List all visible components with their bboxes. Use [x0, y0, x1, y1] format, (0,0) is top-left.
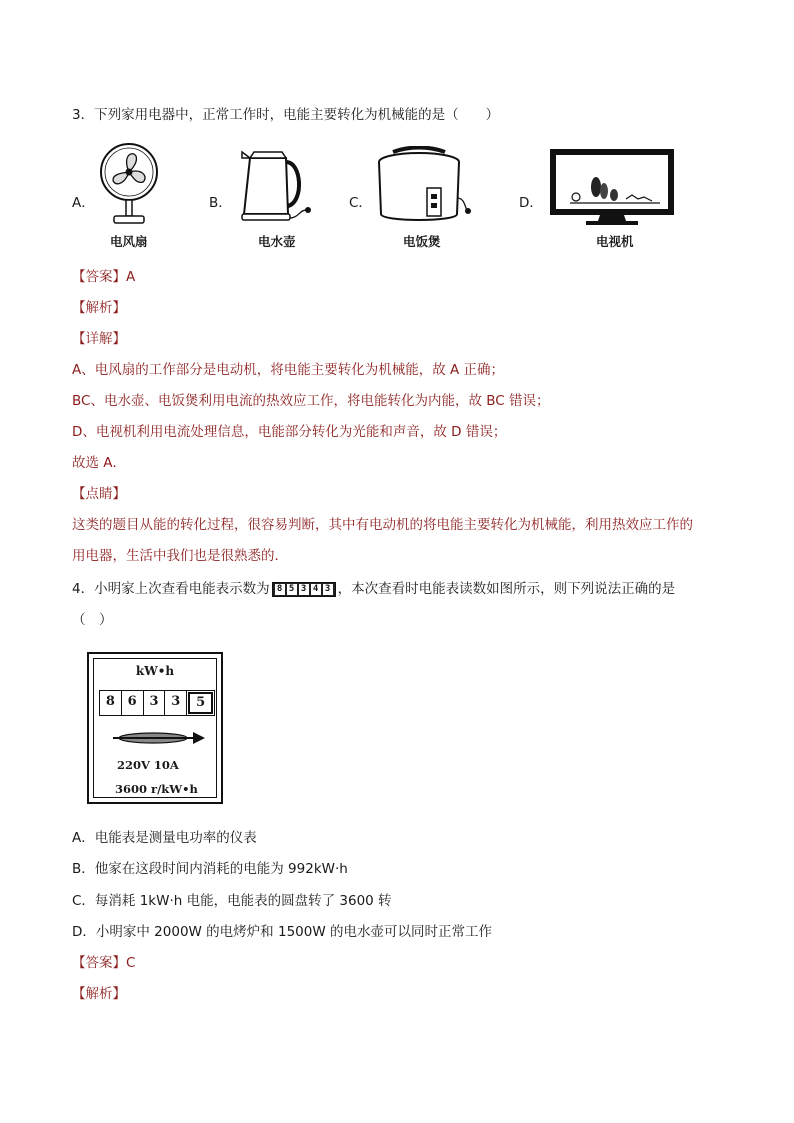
q3-option-a-caption: 电风扇	[110, 234, 148, 249]
q4-analysis-tag: 【解析】	[72, 986, 126, 1002]
meter-rating: 220V 10A	[117, 758, 179, 772]
q3-option-d-letter: D．	[519, 195, 543, 211]
q3-detail-line: BC、电水壶、电饭煲利用电流的热效应工作，将电能转化为内能，故 BC 错误；	[72, 393, 550, 409]
meter-constant: 3600 r/kW•h	[115, 782, 198, 796]
prev-digit: 5	[287, 584, 297, 595]
q4-stem-pre: 4．小明家上次查看电能表示数为	[72, 581, 270, 597]
meter-digit: 3	[165, 691, 187, 715]
prev-digit: 8	[275, 584, 285, 595]
prev-digit: 3	[323, 584, 333, 595]
q3-analysis-tag: 【解析】	[72, 300, 126, 316]
q3-comment-tag: 【点睛】	[72, 486, 126, 502]
q3-option-c-letter: C．	[349, 195, 372, 211]
q3-option-b-caption: 电水壶	[258, 234, 296, 249]
prev-meter-reading	[272, 582, 336, 597]
q4-option-a: A．电能表是测量电功率的仪表	[72, 830, 257, 846]
prev-digit: 3	[299, 584, 309, 595]
meter-digit: 3	[144, 691, 166, 715]
q4-answer-tag: 【答案】	[72, 955, 126, 971]
energy-meter	[87, 652, 223, 804]
q4-stem	[72, 580, 675, 598]
tv-icon	[548, 147, 676, 229]
q3-detail-line: A、电风扇的工作部分是电动机，将电能主要转化为机械能，故 A 正确；	[72, 362, 505, 378]
q3-option-c-caption: 电饭煲	[403, 234, 441, 249]
fan-icon	[98, 142, 160, 226]
q3-option-a-letter: A．	[72, 195, 95, 211]
meter-digit-decimal: 5	[188, 692, 213, 714]
q3-comment-line: 这类的题目从能的转化过程，很容易判断，其中有电动机的将电能主要转化为机械能，利用热效应工作的	[72, 517, 693, 533]
q3-comment-line: 用电器，生活中我们也是很熟悉的．	[72, 548, 288, 564]
q4-answer-value: C	[126, 955, 136, 971]
meter-disc-arrow-icon	[107, 728, 207, 748]
q3-option-d-caption: 电视机	[596, 234, 634, 249]
meter-digit: 8	[100, 691, 122, 715]
q3-detail-tag: 【详解】	[72, 331, 126, 347]
prev-digit: 4	[311, 584, 321, 595]
q3-answer-tag: 【答案】	[72, 269, 126, 285]
q3-answer	[72, 268, 135, 286]
q3-option-b-letter: B．	[209, 195, 232, 211]
rice-cooker-icon	[373, 146, 473, 228]
q4-answer	[72, 954, 135, 972]
q4-option-b: B．他家在这段时间内消耗的电能为 992kW·h	[72, 861, 348, 877]
q4-stem-post: ，本次查看时电能表读数如图所示，则下列说法正确的是	[337, 581, 676, 597]
kettle-icon	[236, 144, 318, 226]
q4-stem-line2: （ ）	[72, 612, 113, 628]
meter-unit: kW•h	[135, 664, 175, 678]
q3-detail-line: 故选 A．	[72, 455, 127, 471]
meter-digit: 6	[122, 691, 144, 715]
q3-detail-line: D、电视机利用电流处理信息，电能部分转化为光能和声音，故 D 错误；	[72, 424, 507, 440]
q4-option-c: C．每消耗 1kW·h 电能，电能表的圆盘转了 3600 转	[72, 893, 392, 909]
q4-option-d: D．小明家中 2000W 的电烤炉和 1500W 的电水壶可以同时正常工作	[72, 924, 492, 940]
q3-stem: 3．下列家用电器中，正常工作时，电能主要转化为机械能的是（ ）	[72, 107, 500, 123]
q3-answer-value: A	[126, 269, 136, 285]
meter-digits	[99, 690, 215, 716]
